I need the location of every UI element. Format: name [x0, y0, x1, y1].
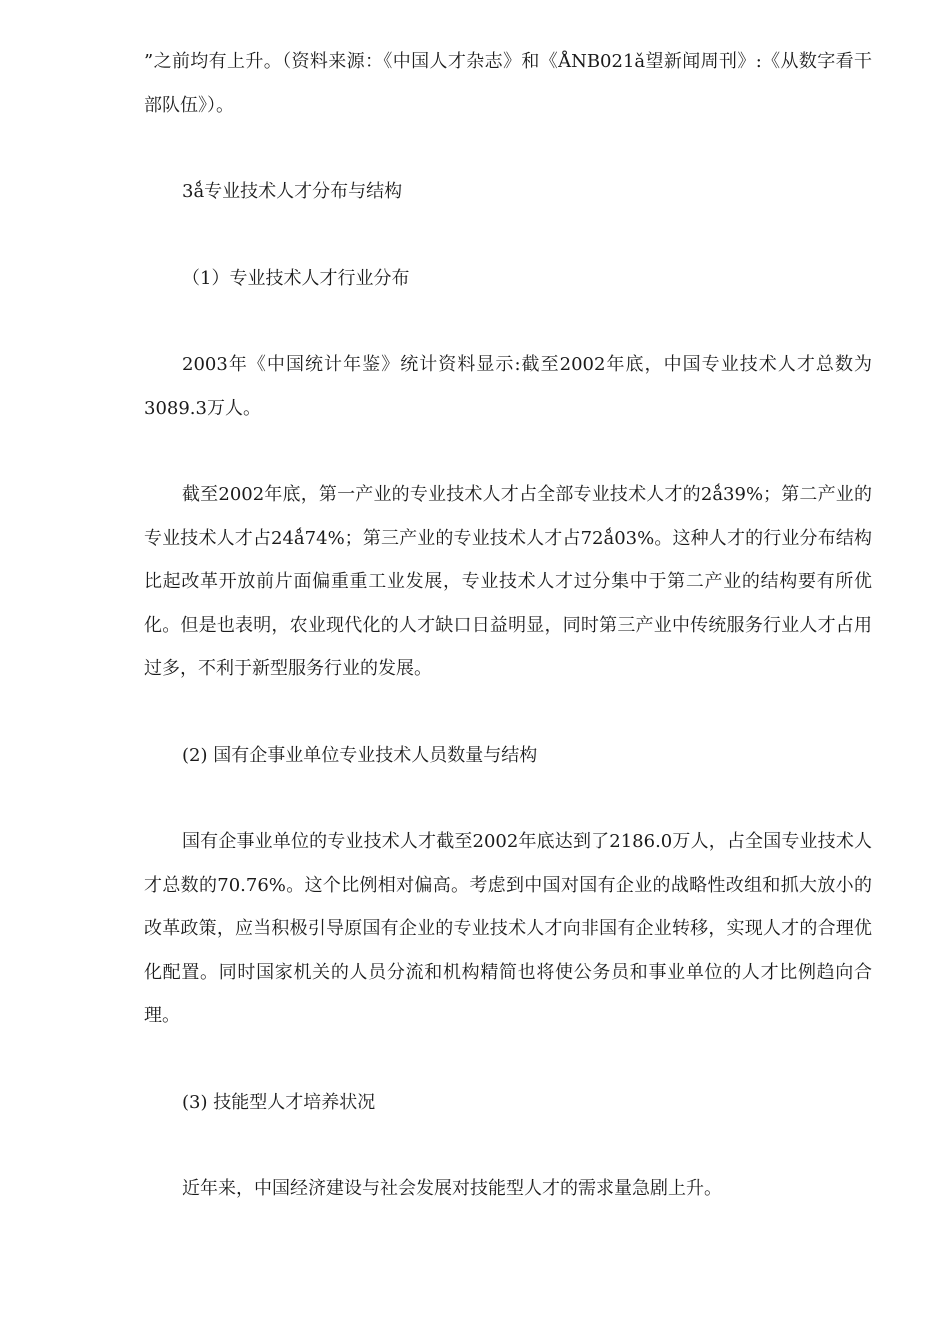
subsection-heading-1: （1）专业技术人才行业分布: [182, 267, 410, 289]
document-page: [144, 40, 872, 1211]
subsection-heading-3: (3) 技能型人才培养状况: [182, 1091, 376, 1113]
paragraph-industry-distribution: 截至2002年底，第一产业的专业技术人才占全部专业技术人才的2ǻ39%；第二产业的专业技术人才占24ǻ74%；第三产业的专业技术人才占72ǻ03%。这种人才的行业分布结构比起改革开放前片面偏重重工业发展，专业技术人才过分集中于第二产业的结构要有所优化。但是也表明，农业现代化的人才缺口日益明显，同时第三产业中传统服务行业人才占用过多，不利于新型服务行业的发展。: [144, 484, 872, 679]
paragraph-skilled-talent: 近年来，中国经济建设与社会发展对技能型人才的需求量急剧上升。: [182, 1178, 722, 1199]
subsection-heading-2: (2) 国有企事业单位专业技术人员数量与结构: [182, 744, 538, 766]
paragraph-state-owned: 国有企事业单位的专业技术人才截至2002年底达到了2186.0万人，占全国专业技术人才总数的70.76%。这个比例相对偏高。考虑到中国对国有企业的战略性改组和抓大放小的改革政策，应当积极引导原国有企业的专业技术人才向非国有企业转移，实现人才的合理优化配置。同时国家机关的人员分流和机构精简也将使公务员和事业单位的人才比例趋向合理。: [144, 831, 872, 1026]
paragraph-source-note: ”之前均有上升。（资料来源：《中国人才杂志》和《ÅNB021ǎ望新闻周刊》:《从数字看干部队伍》）。: [144, 51, 872, 116]
paragraph-total-count: 2003年《中国统计年鉴》统计资料显示:截至2002年底，中国专业技术人才总数为3089.3万人。: [144, 354, 872, 419]
section-heading-3: 3ǻ专业技术人才分布与结构: [182, 181, 403, 202]
